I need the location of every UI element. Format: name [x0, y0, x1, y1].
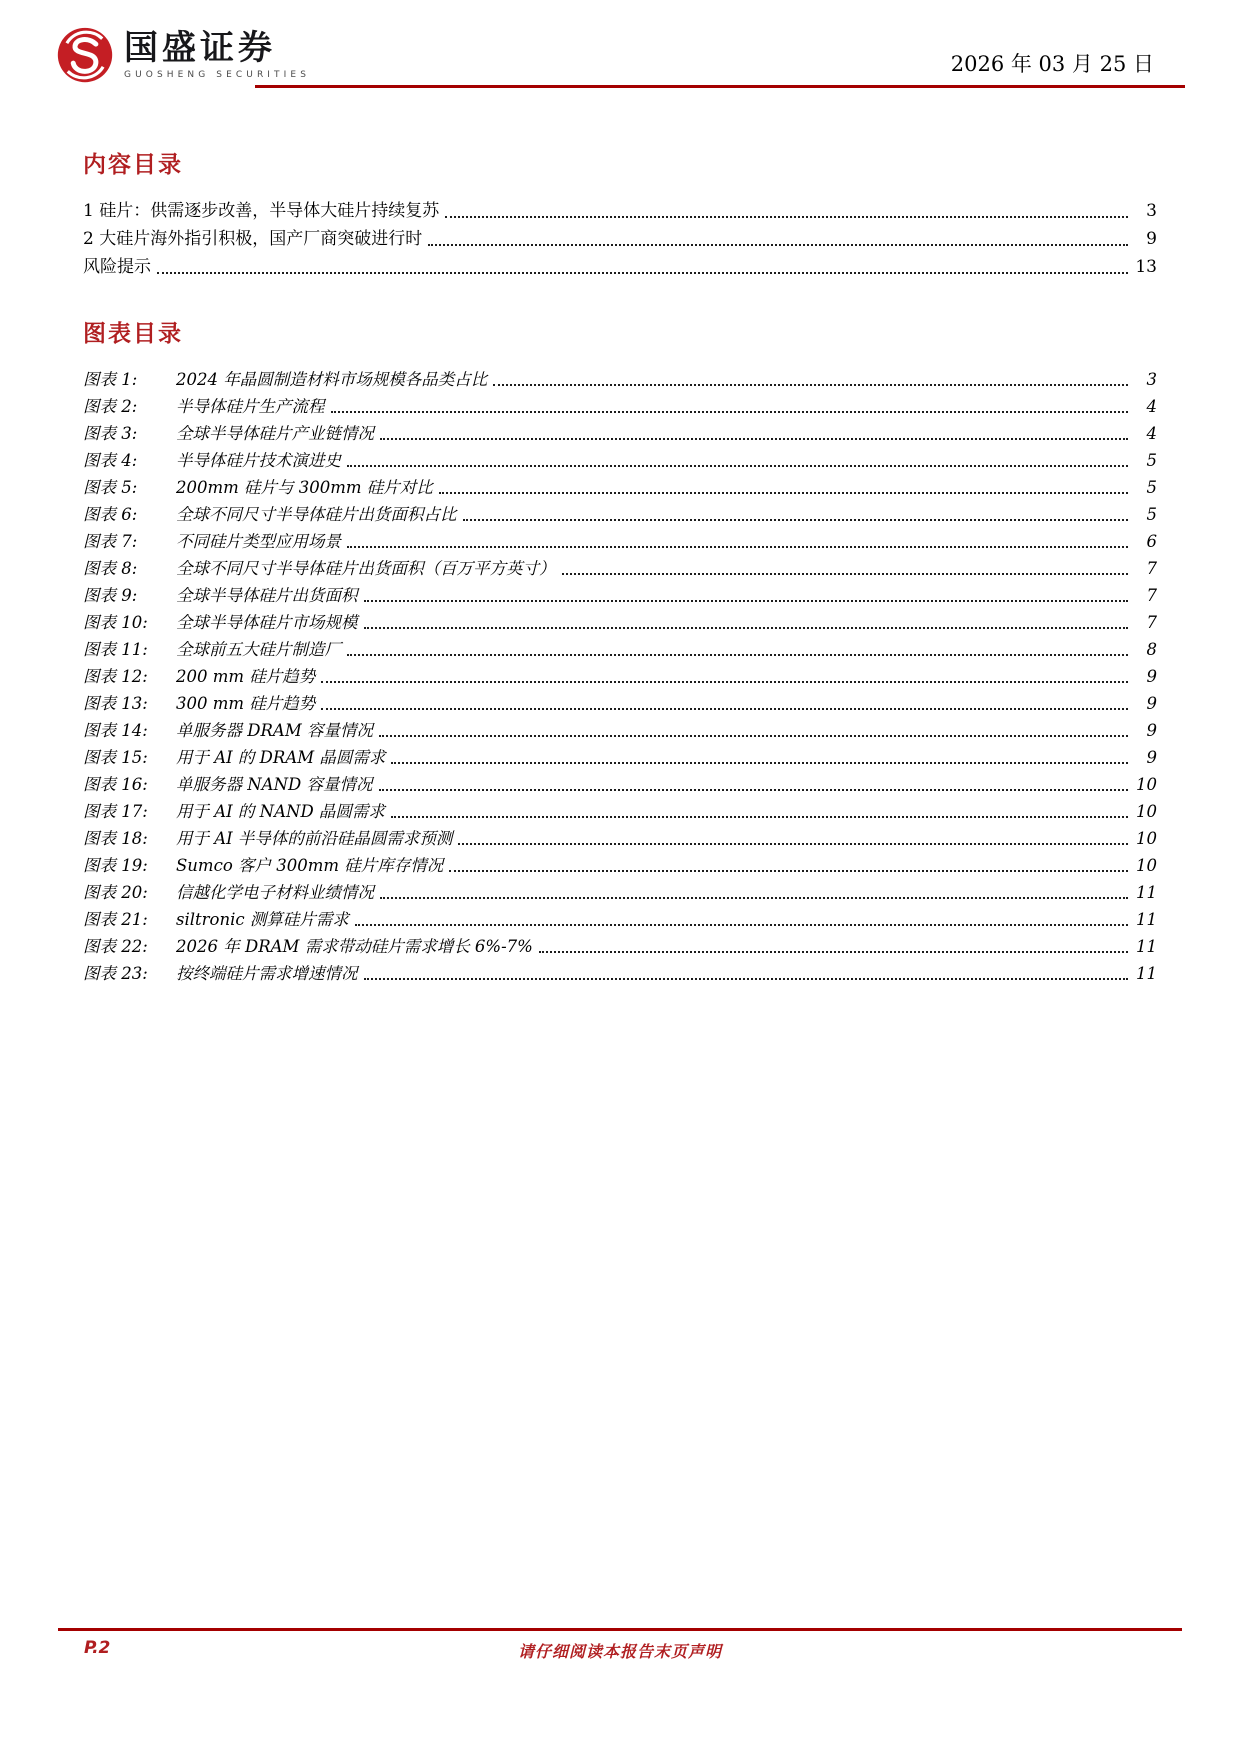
figure-entry-label: 图表 16: — [83, 774, 148, 794]
dot-leader — [331, 411, 1129, 413]
figure-entry-title: 全球不同尺寸半导体硅片出货面积（百万平方英寸） — [176, 558, 556, 578]
content-toc-heading: 内容目录 — [83, 151, 183, 178]
toc-entry-label: 1 硅片：供需逐步改善，半导体大硅片持续复苏 — [83, 201, 440, 222]
figure-entry-label: 图表 13: — [83, 693, 148, 713]
figure-entry-label: 图表 22: — [83, 936, 148, 956]
figure-entry-label: 图表 19: — [83, 855, 148, 875]
dot-leader — [380, 438, 1128, 440]
figure-entry-page: 7 — [1146, 558, 1157, 578]
brand-name-cn: 国盛证券 — [124, 28, 276, 69]
figure-entry-page: 10 — [1136, 828, 1157, 848]
figure-entry-page: 6 — [1146, 531, 1157, 551]
figure-entry-title: 200 mm 硅片趋势 — [176, 666, 316, 686]
figure-entry-label: 图表 12: — [83, 666, 148, 686]
page-header — [0, 0, 1240, 92]
figure-entry-page: 11 — [1136, 909, 1157, 929]
content-toc-entry[interactable] — [83, 223, 1157, 251]
figure-entry-title: 半导体硅片技术演进史 — [176, 450, 341, 470]
dot-leader — [364, 600, 1129, 602]
figure-entry-title: 全球前五大硅片制造厂 — [176, 639, 341, 659]
page-footer — [0, 1628, 1240, 1688]
dot-leader — [445, 216, 1128, 218]
figure-toc-entry[interactable] — [83, 931, 1157, 958]
figure-toc-heading: 图表目录 — [83, 320, 183, 347]
figure-toc-entry[interactable] — [83, 499, 1157, 526]
figure-entry-title: 全球半导体硅片出货面积 — [176, 585, 358, 605]
dot-leader — [321, 681, 1128, 683]
figure-entry-title: Sumco 客户 300mm 硅片库存情况 — [176, 855, 444, 875]
figure-entry-page: 3 — [1146, 369, 1157, 389]
content-toc-entry[interactable] — [83, 195, 1157, 223]
dot-leader — [458, 843, 1128, 845]
figure-entry-label: 图表 18: — [83, 828, 148, 848]
figure-entry-page: 11 — [1136, 882, 1157, 902]
dot-leader — [347, 654, 1128, 656]
figure-entry-page: 10 — [1136, 774, 1157, 794]
figure-toc-entry[interactable] — [83, 607, 1157, 634]
dot-leader — [463, 519, 1129, 521]
dot-leader — [428, 244, 1128, 246]
footer-page-number: P.2 — [84, 1638, 111, 1658]
dot-leader — [449, 870, 1128, 872]
dot-leader — [347, 465, 1128, 467]
figure-entry-label: 图表 7: — [83, 531, 138, 551]
figure-entry-title: 用于 AI 的 DRAM 晶圆需求 — [176, 747, 386, 767]
figure-entry-label: 图表 20: — [83, 882, 148, 902]
dot-leader — [391, 762, 1128, 764]
dot-leader — [493, 384, 1128, 386]
figure-toc-entry[interactable] — [83, 445, 1157, 472]
figure-entry-title: 200mm 硅片与 300mm 硅片对比 — [176, 477, 433, 497]
figure-toc-entry[interactable] — [83, 877, 1157, 904]
figure-entry-title: 全球半导体硅片产业链情况 — [176, 423, 374, 443]
figure-entry-page: 9 — [1146, 693, 1157, 713]
figure-entry-title: 2026 年 DRAM 需求带动硅片需求增长 6%-7% — [176, 936, 533, 956]
figure-entry-label: 图表 1: — [83, 369, 138, 389]
figure-entry-label: 图表 23: — [83, 963, 148, 983]
figure-entry-page: 4 — [1146, 396, 1157, 416]
figure-toc-entry[interactable] — [83, 391, 1157, 418]
dot-leader — [364, 627, 1129, 629]
figure-entry-title: 半导体硅片生产流程 — [176, 396, 325, 416]
figure-toc-entry[interactable] — [83, 661, 1157, 688]
figure-entry-label: 图表 5: — [83, 477, 138, 497]
dot-leader — [157, 272, 1128, 274]
figure-entry-page: 11 — [1136, 936, 1157, 956]
figure-toc-entry[interactable] — [83, 634, 1157, 661]
dot-leader — [321, 708, 1128, 710]
figure-toc-entry[interactable] — [83, 904, 1157, 931]
figure-entry-title: 用于 AI 的 NAND 晶圆需求 — [176, 801, 385, 821]
figure-toc-entry[interactable] — [83, 553, 1157, 580]
figure-entry-page: 4 — [1146, 423, 1157, 443]
figure-entry-page: 10 — [1136, 801, 1157, 821]
figure-entry-page: 11 — [1136, 963, 1157, 983]
dot-leader — [347, 546, 1128, 548]
figure-entry-label: 图表 14: — [83, 720, 148, 740]
figure-toc-entry[interactable] — [83, 715, 1157, 742]
figure-toc-entry[interactable] — [83, 418, 1157, 445]
report-date: 2026 年 03 月 25 日 — [950, 52, 1154, 76]
toc-entry-label: 2 大硅片海外指引积极，国产厂商突破进行时 — [83, 229, 423, 250]
figure-entry-label: 图表 10: — [83, 612, 148, 632]
toc-entry-label: 风险提示 — [83, 257, 151, 278]
dot-leader — [380, 897, 1128, 899]
figure-entry-page: 9 — [1146, 747, 1157, 767]
dot-leader — [364, 978, 1129, 980]
figure-entry-title: siltronic 测算硅片需求 — [176, 909, 349, 929]
brand — [56, 26, 310, 84]
figure-entry-title: 按终端硅片需求增速情况 — [176, 963, 358, 983]
figure-entry-page: 7 — [1146, 612, 1157, 632]
figure-entry-label: 图表 9: — [83, 585, 138, 605]
figure-entry-page: 7 — [1146, 585, 1157, 605]
figure-entry-label: 图表 2: — [83, 396, 138, 416]
figure-toc-entry[interactable] — [83, 580, 1157, 607]
figure-entry-title: 300 mm 硅片趋势 — [176, 693, 316, 713]
figure-entry-page: 10 — [1136, 855, 1157, 875]
figure-entry-label: 图表 4: — [83, 450, 138, 470]
figure-entry-label: 图表 8: — [83, 558, 138, 578]
figure-toc-entry[interactable] — [83, 364, 1157, 391]
figure-entry-title: 全球不同尺寸半导体硅片出货面积占比 — [176, 504, 457, 524]
figure-toc-entry[interactable] — [83, 796, 1157, 823]
dot-leader — [379, 735, 1128, 737]
content-toc-list — [83, 195, 1157, 279]
figure-entry-label: 图表 15: — [83, 747, 148, 767]
figure-entry-page: 5 — [1146, 504, 1157, 524]
figure-entry-title: 单服务器 NAND 容量情况 — [176, 774, 373, 794]
brand-name-en: GUOSHENG SECURITIES — [124, 69, 311, 80]
figure-entry-label: 图表 17: — [83, 801, 148, 821]
toc-main — [83, 146, 1157, 985]
figure-entry-label: 图表 6: — [83, 504, 138, 524]
figure-entry-label: 图表 21: — [83, 909, 148, 929]
figure-toc-entry[interactable] — [83, 823, 1157, 850]
figure-entry-title: 全球半导体硅片市场规模 — [176, 612, 358, 632]
dot-leader — [391, 816, 1128, 818]
dot-leader — [355, 924, 1128, 926]
figure-toc-entry[interactable] — [83, 688, 1157, 715]
figure-entry-page: 9 — [1146, 666, 1157, 686]
figure-entry-label: 图表 11: — [83, 639, 148, 659]
figure-toc-entry[interactable] — [83, 742, 1157, 769]
dot-leader — [539, 951, 1128, 953]
toc-entry-page: 3 — [1146, 201, 1157, 222]
dot-leader — [439, 492, 1128, 494]
figure-entry-title: 不同硅片类型应用场景 — [176, 531, 341, 551]
content-toc-entry[interactable] — [83, 251, 1157, 279]
figure-entry-title: 用于 AI 半导体的前沿硅晶圆需求预测 — [176, 828, 453, 848]
figure-toc-list — [83, 364, 1157, 985]
toc-entry-page: 13 — [1135, 257, 1157, 278]
figure-toc-entry[interactable] — [83, 526, 1157, 553]
figure-entry-page: 8 — [1146, 639, 1157, 659]
figure-toc-entry[interactable] — [83, 958, 1157, 985]
toc-entry-page: 9 — [1146, 229, 1157, 250]
footer-disclaimer: 请仔细阅读本报告末页声明 — [517, 1642, 722, 1661]
guosheng-logo-icon — [56, 26, 114, 84]
figure-entry-title: 信越化学电子材料业绩情况 — [176, 882, 374, 902]
figure-toc-entry[interactable] — [83, 850, 1157, 877]
figure-entry-label: 图表 3: — [83, 423, 138, 443]
dot-leader — [379, 789, 1128, 791]
figure-entry-page: 5 — [1146, 477, 1157, 497]
header-rule — [255, 85, 1185, 88]
figure-toc-entry[interactable] — [83, 472, 1157, 499]
figure-entry-page: 9 — [1146, 720, 1157, 740]
figure-entry-page: 5 — [1146, 450, 1157, 470]
brand-text — [124, 30, 310, 79]
figure-entry-title: 单服务器 DRAM 容量情况 — [176, 720, 373, 740]
figure-entry-title: 2024 年晶圆制造材料市场规模各品类占比 — [176, 369, 488, 389]
footer-rule — [58, 1628, 1182, 1631]
dot-leader — [562, 573, 1129, 575]
figure-toc-entry[interactable] — [83, 769, 1157, 796]
